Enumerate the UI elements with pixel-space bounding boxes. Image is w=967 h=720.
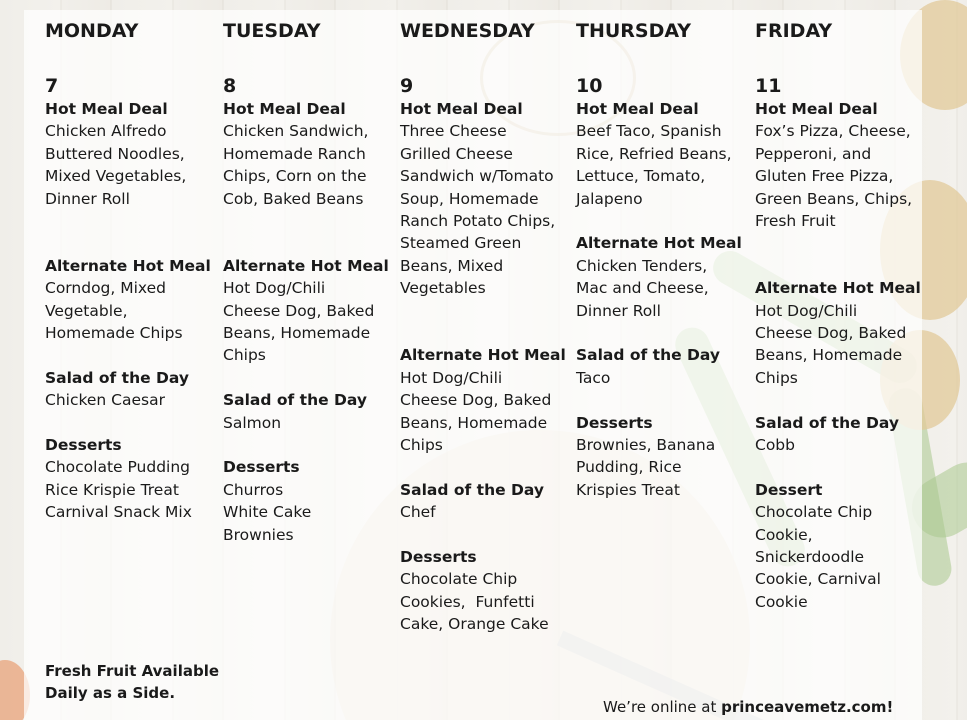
day-date: 11 [755, 75, 782, 97]
day-column-monday [45, 19, 215, 524]
menu-line: Pepperoni, and [755, 144, 872, 163]
menu-line: Mac and Cheese, [576, 279, 709, 298]
dessert-title: Desserts [400, 548, 477, 567]
menu-line: Soup, Homemade [400, 189, 539, 208]
menu-line: Cheese Dog, Baked [223, 301, 375, 320]
alternate-meal-title: Alternate Hot Meal [45, 256, 211, 275]
day-name: TUESDAY [223, 20, 321, 42]
menu-line: Cookie [755, 592, 808, 611]
menu-line: Pudding, Rice [576, 458, 682, 477]
menu-line: Ranch Potato Chips, [400, 212, 556, 231]
menu-line: Snickerdoodle [755, 548, 865, 567]
day-column-wednesday [400, 19, 570, 636]
menu-line: Chocolate Chip [400, 570, 518, 589]
menu-line: Three Cheese [400, 122, 507, 141]
menu-line: Beans, Homemade [223, 324, 371, 343]
menu-line: Hot Dog/Chili [400, 368, 503, 387]
menu-line: Carnival Snack Mix [45, 503, 192, 522]
note-line: Fresh Fruit Available [45, 662, 220, 680]
menu-line: Cake, Orange Cake [400, 615, 549, 634]
salad-title: Salad of the Day [45, 368, 189, 387]
menu-line: Lettuce, Tomato, [576, 167, 706, 186]
dessert-title: Desserts [223, 458, 300, 477]
dessert-title: Desserts [576, 413, 653, 432]
day-date: 9 [400, 75, 414, 97]
menu-line: Grilled Cheese [400, 144, 513, 163]
menu-line: Vegetable, [45, 301, 128, 320]
salad-title: Salad of the Day [400, 480, 544, 499]
fresh-fruit-note [45, 660, 235, 705]
day-date: 8 [223, 75, 237, 97]
menu-line: Homemade Ranch [223, 144, 366, 163]
menu-line: Chips, Corn on the [223, 167, 367, 186]
menu-line: Cobb [755, 436, 795, 455]
hot-meal-title: Hot Meal Deal [400, 100, 523, 118]
menu-line: Brownies, Banana [576, 436, 716, 455]
menu-line: Dinner Roll [576, 301, 661, 320]
salad-title: Salad of the Day [576, 346, 720, 365]
menu-line: Hot Dog/Chili [223, 279, 326, 298]
menu-line: Homemade Chips [45, 324, 183, 343]
menu-line: Cheese Dog, Baked [400, 391, 552, 410]
hot-meal-title: Hot Meal Deal [45, 100, 168, 118]
hot-meal-title: Hot Meal Deal [223, 100, 346, 118]
menu-line: Buttered Noodles, [45, 144, 185, 163]
menu-line: Cookie, [755, 525, 813, 544]
menu-line: Chef [400, 503, 436, 522]
hot-meal-title: Hot Meal Deal [576, 100, 699, 118]
menu-line: Taco [576, 368, 611, 387]
menu-line: Brownies [223, 525, 294, 544]
menu-line: Beans, Mixed [400, 256, 504, 275]
day-name: WEDNESDAY [400, 20, 535, 42]
day-column-tuesday [223, 19, 393, 546]
menu-line: Gluten Free Pizza, [755, 167, 894, 186]
note-line: Daily as a Side. [45, 684, 176, 703]
salad-title: Salad of the Day [223, 391, 367, 410]
day-date: 10 [576, 75, 603, 97]
day-date: 7 [45, 75, 59, 97]
menu-line: Rice Krispie Treat [45, 480, 179, 499]
menu-line: Chips [223, 346, 266, 365]
alternate-meal-title: Alternate Hot Meal [400, 346, 566, 365]
hot-meal-title: Hot Meal Deal [755, 100, 878, 118]
website-prefix: We’re online at [603, 698, 722, 716]
menu-line: Krispies Treat [576, 480, 680, 499]
website-link[interactable]: princeavemetz.com! [721, 698, 894, 716]
menu-line: Cob, Baked Beans [223, 189, 364, 208]
menu-line: Chicken Caesar [45, 391, 165, 410]
menu-line: Chicken Tenders, [576, 256, 708, 275]
menu-line: Mixed Vegetables, [45, 167, 187, 186]
dessert-title: Dessert [755, 480, 823, 499]
menu-line: Beans, Homemade [400, 413, 548, 432]
menu-line: White Cake [223, 503, 312, 522]
menu-line: Dinner Roll [45, 189, 130, 208]
menu-line: Rice, Refried Beans, [576, 144, 732, 163]
dessert-title: Desserts [45, 436, 122, 455]
menu-line: Churros [223, 480, 284, 499]
menu-line: Jalapeno [576, 189, 643, 208]
alternate-meal-title: Alternate Hot Meal [223, 256, 389, 275]
menu-line: Beef Taco, Spanish [576, 122, 722, 141]
website-note [603, 697, 893, 717]
menu-line: Chocolate Chip [755, 503, 873, 522]
salad-title: Salad of the Day [755, 413, 899, 432]
menu-line: Green Beans, Chips, [755, 189, 913, 208]
alternate-meal-title: Alternate Hot Meal [576, 234, 742, 253]
day-name: THURSDAY [576, 20, 692, 42]
menu-line: Chicken Alfredo [45, 122, 167, 141]
menu-line: Salmon [223, 413, 282, 432]
alternate-meal-title: Alternate Hot Meal [755, 279, 921, 298]
menu-line: Fresh Fruit [755, 212, 836, 231]
day-column-thursday [576, 19, 746, 501]
menu-line: Fox’s Pizza, Cheese, [755, 122, 911, 141]
menu-line: Cheese Dog, Baked [755, 324, 907, 343]
menu-line: Cookie, Carnival [755, 570, 881, 589]
menu-line: Sandwich w/Tomato [400, 167, 554, 186]
day-name: FRIDAY [755, 20, 833, 42]
day-name: MONDAY [45, 20, 139, 42]
menu-line: Steamed Green [400, 234, 522, 253]
menu-line: Chips [755, 368, 798, 387]
menu-line: Hot Dog/Chili [755, 301, 858, 320]
menu-line: Vegetables [400, 279, 486, 298]
menu-line: Chips [400, 436, 443, 455]
menu-line: Corndog, Mixed [45, 279, 166, 298]
menu-line: Chocolate Pudding [45, 458, 191, 477]
day-column-friday [755, 19, 925, 613]
menu-line: Beans, Homemade [755, 346, 903, 365]
menu-line: Chicken Sandwich, [223, 122, 369, 141]
menu-line: Cookies, Funfetti [400, 592, 535, 611]
